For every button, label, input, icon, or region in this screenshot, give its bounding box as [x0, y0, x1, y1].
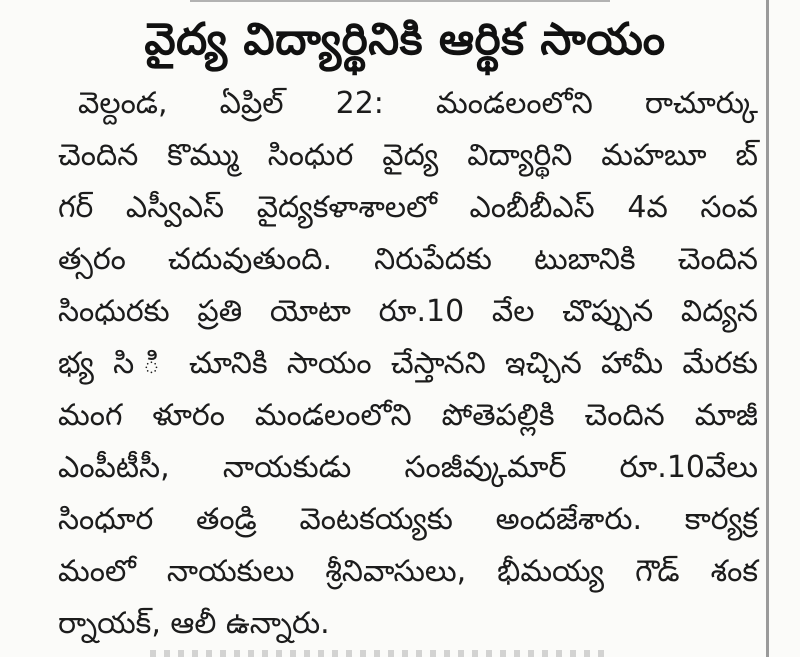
column-divider — [766, 0, 769, 657]
article-line: భ్య సి ి చూనికి సాయం చేస్తానని ఇచ్చిన హామీ మేరకు — [58, 346, 758, 381]
article-line: ఎంపీటీసీ, నాయకుడు సంజీవ్కుమార్ రూ.10వేలు — [58, 450, 758, 485]
article-line: మంలో నాయకులు శ్రీనివాసులు, భీమయ్య గౌడ్ శంక — [58, 554, 758, 589]
article-line: సింధురకు ప్రతి యోటా రూ.10 వేల చొప్పున విద్యన — [58, 294, 758, 329]
article-line: త్సరం చదువుతుంది. నిరుపేదకు టుబానికి చెందిన — [58, 242, 758, 277]
article-line: ర్నాయక్, ఆలీ ఉన్నారు. — [58, 606, 330, 641]
cropped-text-above — [190, 0, 610, 6]
article-line: మంగ ళూరం మండలంలోని పోతెపల్లికి చెందిన మాజీ — [58, 398, 758, 433]
article-line: వెల్దండ, ఏప్రిల్ 22: మండలంలోని రాచూర్కు — [78, 86, 758, 121]
article-body — [58, 78, 758, 650]
article-headline: వైద్య విద్యార్థినికి ఆర్థిక సాయం — [144, 14, 666, 65]
article-line: చెందిన కొమ్ము సింధుర వైద్య విద్యార్థిని మహబూ బ్ — [58, 138, 758, 173]
cropped-text-below — [150, 650, 610, 657]
article-line: సింధూర తండ్రి వెంటకయ్యకు అందజేశారు. కార్యక్ర — [58, 502, 758, 537]
article-line: గర్ ఎస్వీఎస్ వైద్యకళాశాలలో ఎంబీబీఎస్ 4వ సంవ — [58, 190, 758, 225]
